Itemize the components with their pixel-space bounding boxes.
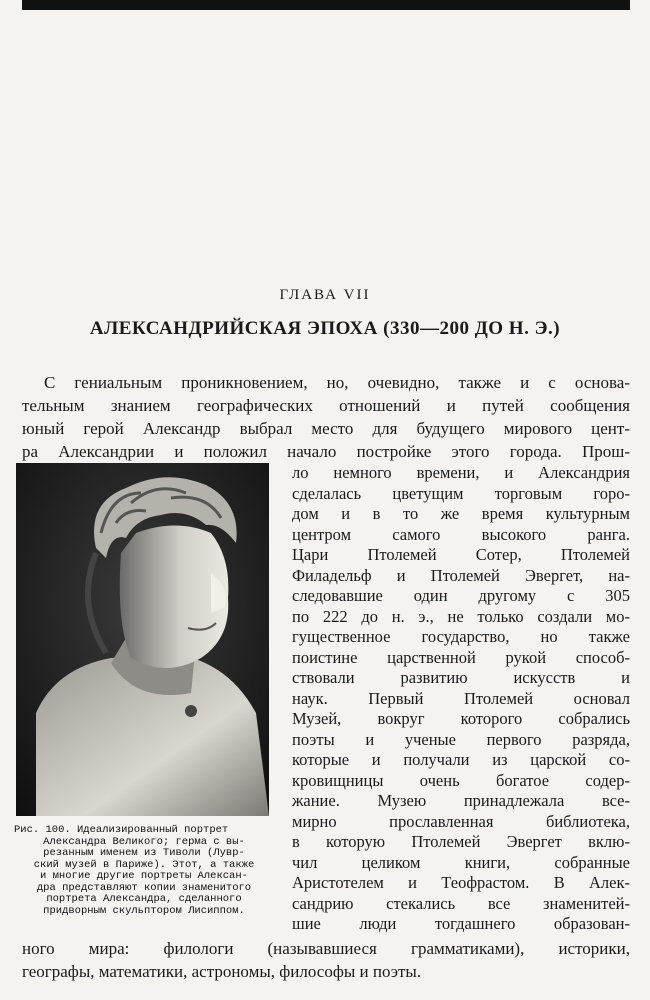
body-line: ра Александрии и положил начало постройке этого города. Прош- [22, 442, 630, 461]
caption-line: и многие другие портреты Алексан- [40, 870, 248, 882]
side-line: Музей, вокруг которого собрались [292, 709, 630, 728]
side-line: гущественное государство, но также [292, 627, 630, 646]
chapter-heading: ГЛАВА VII [279, 287, 371, 303]
side-line: центром самого высокого ранга. [292, 524, 630, 544]
chapter-title: АЛЕКСАНДРИЙСКАЯ ЭПОХА (330—200 ДО Н. Э.) [89, 318, 561, 339]
caption-line: придворным скульптором Лисиппом. [43, 904, 245, 917]
side-line: наук. Первый Птолемей основал [292, 688, 630, 708]
side-line: в которую Птолемей Эвергет вклю- [292, 832, 630, 851]
side-line: сделалась цветущим торговым горо- [292, 483, 630, 503]
side-line: по 222 до н. э., не только создали мо- [292, 606, 630, 626]
caption-line: дра представляют копии знаменитого [36, 881, 252, 894]
figure-caption [14, 825, 274, 917]
body-line: тельным знанием географических отношений и путей сообщения [22, 396, 630, 415]
side-line: ствовали развитию искусств и [292, 668, 630, 687]
caption-line: резанным именем из Тиволи (Лувр- [43, 847, 245, 859]
side-line: ло немного времени, и Александрия [292, 463, 630, 482]
side-line: жание. Музею принадлежала все- [292, 791, 630, 810]
end-line: географы, математики, астрономы, философы и поэты. [22, 962, 422, 981]
bust-illustration [16, 463, 269, 816]
side-line: Цари Птолемей Сотер, Птолемей [292, 545, 630, 564]
caption-line: Александра Великого; герма с вы- [43, 835, 245, 848]
side-line: которые и получали из царской со- [292, 750, 630, 769]
caption-line: портрета Александра, сделанного [46, 893, 242, 905]
side-line: мирно прославленная библиотека, [292, 811, 630, 831]
side-line: кровищницы очень богатое содер- [292, 770, 630, 790]
side-line: сандрию стекались все знаменитей- [292, 893, 630, 913]
caption-line: ский музей в Париже). Этот, а также [33, 858, 255, 871]
side-line: поистине царственной рукой способ- [292, 647, 630, 667]
side-line: поэты и ученые первого разряда, [292, 729, 630, 749]
side-line: Аристотелем и Теофрастом. В Алек- [292, 873, 630, 892]
side-line: дом и в то же время культурным [292, 504, 630, 523]
body-line: юный герой Александр выбрал место для будущего мирового цент- [22, 419, 630, 438]
side-line: Филадельф и Птолемей Эвергет, на- [292, 565, 630, 585]
side-line: чил целиком книги, собранные [292, 852, 630, 872]
body-line: С гениальным проникновением, но, очевидно, также и с основа- [44, 373, 630, 392]
caption-line: Рис. 100. Идеализированный портрет [14, 824, 229, 836]
side-line: следовавшие один другому с 305 [292, 586, 630, 605]
bust-photograph [16, 463, 269, 816]
side-line: шие люди тогдашнего образован- [292, 914, 630, 933]
end-line: ного мира: филологи (называвшиеся грамматиками), историки, [22, 939, 630, 958]
top-rule [22, 0, 630, 10]
